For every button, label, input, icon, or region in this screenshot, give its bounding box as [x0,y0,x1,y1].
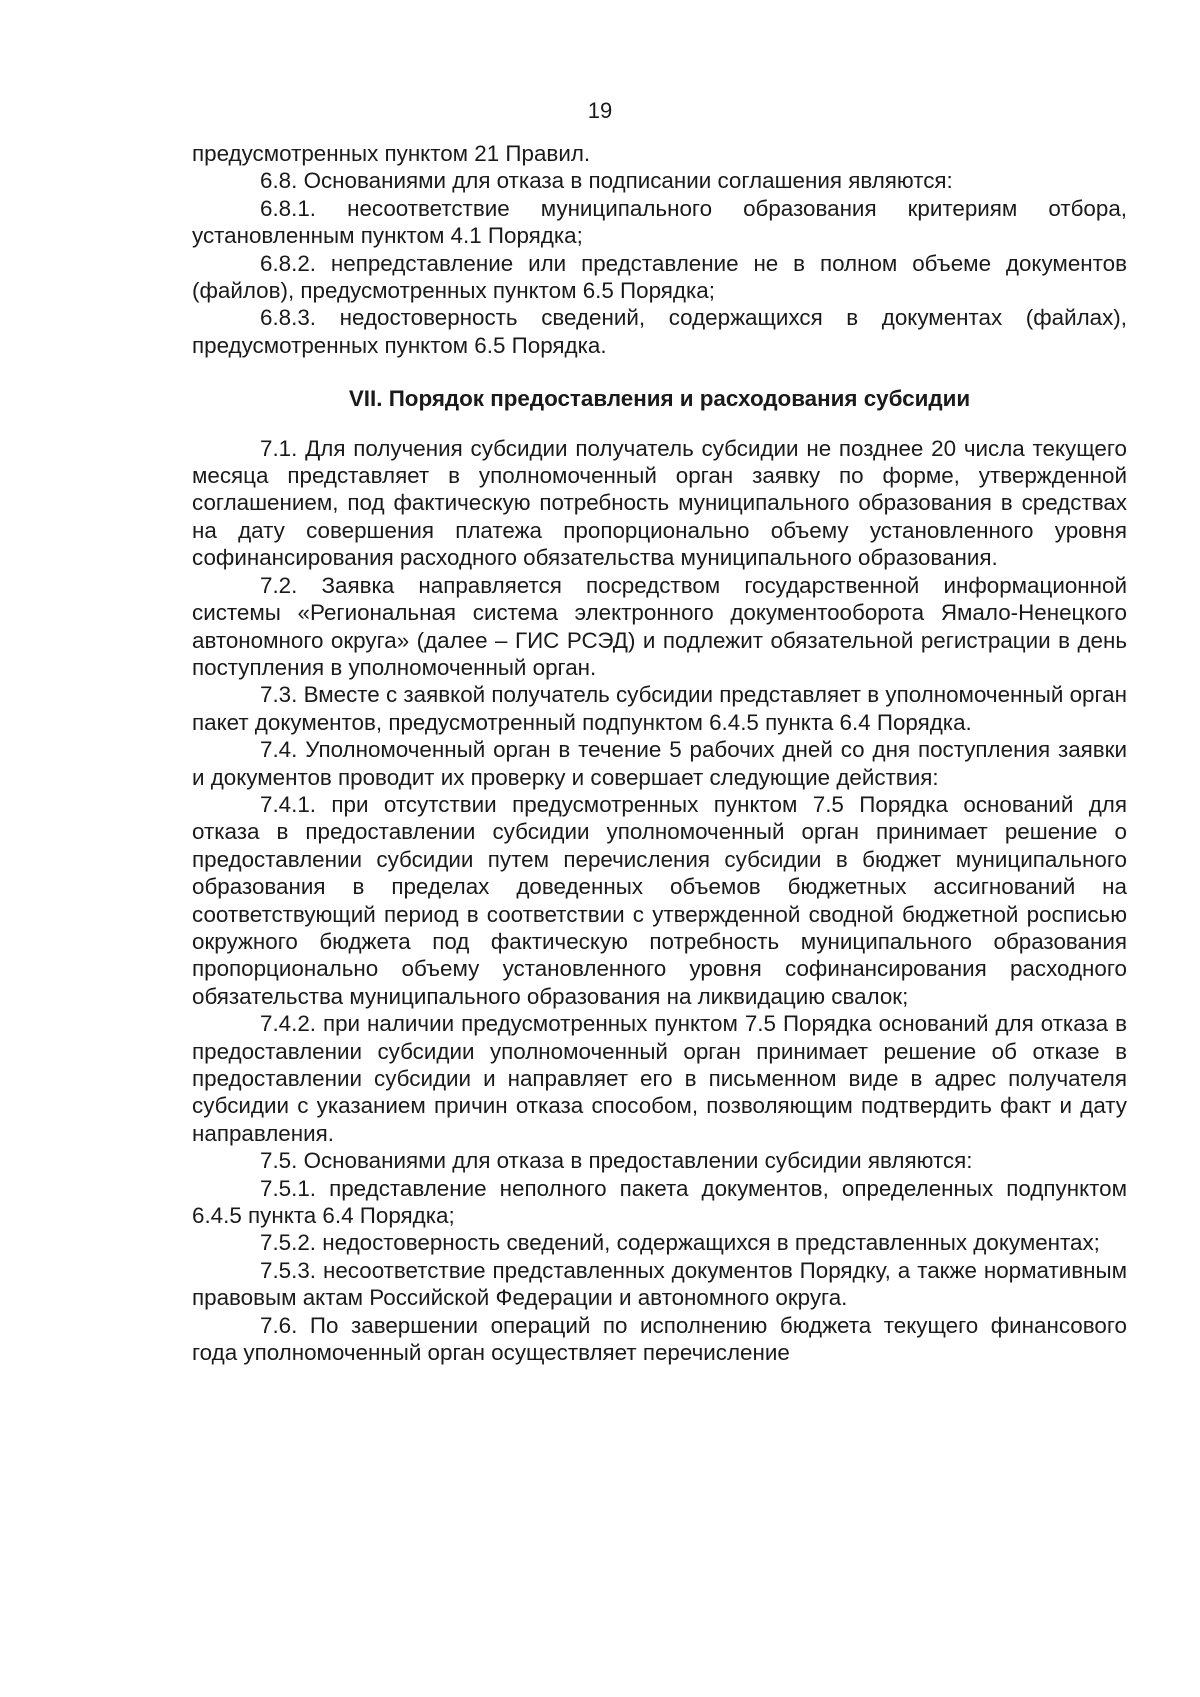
paragraph-7-5: 7.5. Основаниями для отказа в предоставлении субсидии являются: [260,1148,973,1174]
paragraph-7-5-2: 7.5.2. недостоверность сведений, содержащихся в представленных документах; [260,1230,1100,1256]
paragraph-7-2: 7.2. Заявка направляется посредством государственной информационной системы «Региональная система электронного документооборота Ямало-Ненецкого автономного округа» (далее – ГИС РСЭД) и подлежит обязательной регистрации в день поступления в уполномоченный орган. [192,572,1127,680]
paragraph-6-8-2: 6.8.2. непредставление или представление не в полном объеме документов (файлов), предусмотренных пунктом 6.5 Порядка; [192,250,1127,304]
paragraph-6-8-1: 6.8.1. несоответствие муниципального образования критериям отбора, установленным пунктом 4.1 Порядка; [192,195,1127,249]
paragraph-7-4-1: 7.4.1. при отсутствии предусмотренных пунктом 7.5 Порядка оснований для отказа в предоставлении субсидии уполномоченный орган принимает решение о предоставлении субсидии путем перечисления субсидии в бюджет муниципального образования в пределах доведенных объемов бюджетных ассигнований на соответствующий период в соответствии с утвержденной сводной бюджетной росписью окружного бюджета под фактическую потребность муниципального образования пропорционально объему установленного уровня софинансирования расходного обязательства муниципального образования на ликвидацию свалок; [192,791,1127,1009]
paragraph-7-1: 7.1. Для получения субсидии получатель субсидии не позднее 20 числа текущего месяца представляет в уполномоченный орган заявку по форме, утвержденной соглашением, под фактическую потребность муниципального образования в средствах на дату совершения платежа пропорционально объему установленного уровня софинансирования расходного обязательства муниципального образования. [192,435,1127,571]
paragraph-6-8-3: 6.8.3. недостоверность сведений, содержащихся в документах (файлах), предусмотренных пунктом 6.5 Порядка. [192,305,1127,358]
paragraph-7-5-3: 7.5.3. несоответствие представленных документов Порядку, а также нормативным правовым актам Российской Федерации и автономного округа. [192,1257,1127,1311]
paragraph-7-6: 7.6. По завершении операций по исполнению бюджета текущего финансового года уполномоченный орган осуществляет перечисление [192,1312,1127,1366]
paragraph-7-5-1: 7.5.1. представление неполного пакета документов, определенных подпунктом 6.4.5 пункта 6.4 Порядка; [192,1175,1127,1229]
section-heading: VII. Порядок предоставления и расходования субсидии [348,386,971,412]
paragraph-7-4: 7.4. Уполномоченный орган в течение 5 рабочих дней со дня поступления заявки и документов проводит их проверку и совершает следующие действия: [192,737,1127,790]
paragraph-7-3: 7.3. Вместе с заявкой получатель субсидии представляет в уполномоченный орган пакет документов, предусмотренный подпунктом 6.4.5 пункта 6.4 Порядка. [192,682,1127,735]
paragraph-6-8: 6.8. Основаниями для отказа в подписании соглашения являются: [260,168,953,194]
paragraph-continuation: предусмотренных пунктом 21 Правил. [192,141,591,166]
page-number: 19 [587,98,613,123]
paragraph-7-4-2: 7.4.2. при наличии предусмотренных пунктом 7.5 Порядка оснований для отказа в предоставлении субсидии уполномоченный орган принимает решение об отказе в предоставлении субсидии и направляет его в письменном виде в адрес получателя субсидии с указанием причин отказа способом, позволяющим подтвердить факт и дату направления. [192,1011,1127,1146]
document-body [192,140,1127,1366]
